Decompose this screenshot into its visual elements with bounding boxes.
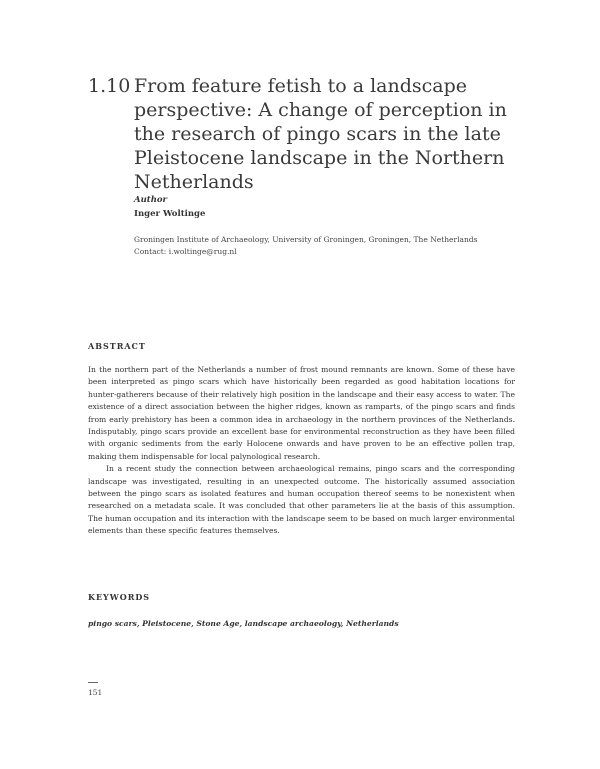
author-name: Inger Woltinge [134,209,206,219]
author-label: Author [134,195,168,205]
abstract-heading: ABSTRACT [88,341,146,351]
abstract-body [88,364,515,538]
author-affiliation: Groningen Institute of Archaeology, University of Groningen, Groningen, The Netherlands [134,235,478,244]
page-number-rule [88,682,98,683]
page-number: 151 [88,688,103,697]
author-affiliation-block [134,234,534,258]
keywords-heading: KEYWORDS [88,592,151,602]
chapter-number: 1.10 [88,75,131,97]
abstract-paragraph-1: In the northern part of the Netherlands a number of frost mound remnants are known. Some of these have been interpreted as pingo scars which have historically been regarded as good habitation locations for hunter-gatherers because of their relatively high position in the landscape and their easy access to water. The existence of a direct association between the higher ridges, known as ramparts, of the pingo scars and finds from early prehistory has been a common idea in archaeology in the northern provinces of the Netherlands. Indisputably, pingo scars provide an excellent base for environmental reconstruction as they have been filled with organic sediments from the early Holocene onwards and have proven to be an effective pollen trap, making them indispensable for local palynological research. [88,365,515,461]
keywords-list: pingo scars, Pleistocene, Stone Age, landscape archaeology, Netherlands [88,619,399,628]
author-contact: Contact: i.woltinge@rug.nl [134,247,237,256]
chapter-title: From feature fetish to a landscape perspective: A change of perception in the research of pingo scars in the late Pleistocene landscape in the Northern Netherlands [134,75,507,193]
abstract-paragraph-2: In a recent study the connection between archaeological remains, pingo scars and the corresponding landscape was investigated, resulting in an unexpected outcome. The historically assumed association between the pingo scars as isolated features and human occupation thereof seems to be nonexistent when researched on a metadata scale. It was concluded that other parameters lie at the basis of this assumption. The human occupation and its interaction with the landscape seem to be based on much larger environmental elements than these specific features themselves. [88,464,515,536]
